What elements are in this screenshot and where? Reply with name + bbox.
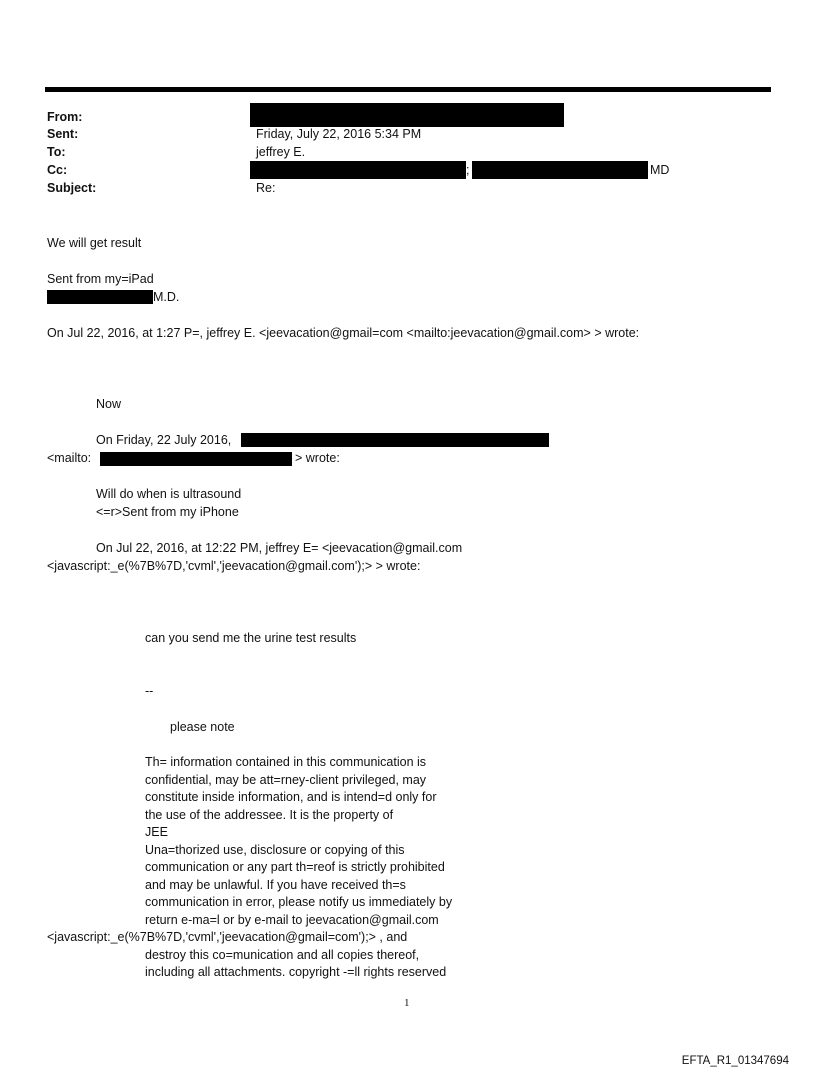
quote-header-3b: <javascript:_e(%7B%7D,'cvml','jeevacation@gmail.com');> > wrote: <box>47 559 421 573</box>
notice-line: Th= information contained in this communication is <box>145 755 427 769</box>
wrote-text: > wrote: <box>295 451 340 465</box>
quote-header-2-redaction <box>241 433 549 447</box>
to-label: To: <box>47 145 66 159</box>
subject-label: Subject: <box>47 181 97 195</box>
sent-from-iphone: <=r>Sent from my iPhone <box>96 505 239 519</box>
notice-line: communication in error, please notify us immediately by <box>145 895 453 909</box>
to-value: jeffrey E. <box>256 145 306 159</box>
notice-line: JEE <box>145 825 168 839</box>
please-note: please note <box>170 720 235 734</box>
notice-line: confidential, may be att=rney-client privileged, may <box>145 772 427 787</box>
urine-request: can you send me the urine test results <box>145 631 357 645</box>
notice-line: <javascript:_e(%7B%7D,'cvml','jeevacation@gmail=com');> , and <box>47 930 408 944</box>
cc-label: Cc: <box>47 163 68 177</box>
subject-value: Re: <box>256 181 276 195</box>
sent-from-ipad: Sent from my=iPad <box>47 272 154 286</box>
notice-line: destroy this co=munication and all copies thereof, <box>145 947 420 962</box>
notice-line: the use of the addressee. It is the property of <box>145 807 394 822</box>
notice-line: including all attachments. copyright -=ll rights reserved <box>145 965 447 979</box>
signature-dashes: -- <box>145 684 154 698</box>
quote-header-1: On Jul 22, 2016, at 1:27 P=, jeffrey E. <jeevacation@gmail=com <mailto:jeevacation@gmail.com> > wrote: <box>47 326 640 340</box>
confidentiality-notice <box>47 754 453 982</box>
cc-separator: ; <box>466 163 470 177</box>
notice-line: communication or any part th=reof is strictly prohibited <box>145 860 445 874</box>
signature-suffix: M.D. <box>153 290 180 304</box>
will-do-text: Will do when is ultrasound <box>96 487 242 501</box>
cc-redaction-1 <box>250 161 466 179</box>
page-number: 1 <box>404 997 410 1009</box>
from-label: From: <box>47 110 83 124</box>
document-id: EFTA_R1_01347694 <box>681 1055 789 1067</box>
now-text: Now <box>96 397 122 411</box>
mailto-prefix: <mailto: <box>47 451 92 465</box>
header-rule <box>45 87 771 92</box>
cc-redaction-2 <box>472 161 648 179</box>
notice-line: constitute inside information, and is intend=d only for <box>145 790 437 804</box>
notice-line: and may be unlawful. If you have received th=s <box>145 877 406 892</box>
from-redaction <box>250 103 564 127</box>
signature-redaction <box>47 290 153 304</box>
notice-line: Una=thorized use, disclosure or copying of this <box>145 842 405 857</box>
sent-label: Sent: <box>47 127 79 141</box>
quote-header-2: On Friday, 22 July 2016, <box>96 433 232 447</box>
mailto-redaction <box>100 452 292 466</box>
sent-value: Friday, July 22, 2016 5:34 PM <box>256 127 422 141</box>
notice-line: return e-ma=l or by e-mail to jeevacation@gmail.com <box>145 912 439 927</box>
cc-suffix: MD <box>650 163 670 177</box>
quote-header-3a: On Jul 22, 2016, at 12:22 PM, jeffrey E= <jeevacation@gmail.com <box>96 541 463 555</box>
body-line-1: We will get result <box>47 236 142 250</box>
